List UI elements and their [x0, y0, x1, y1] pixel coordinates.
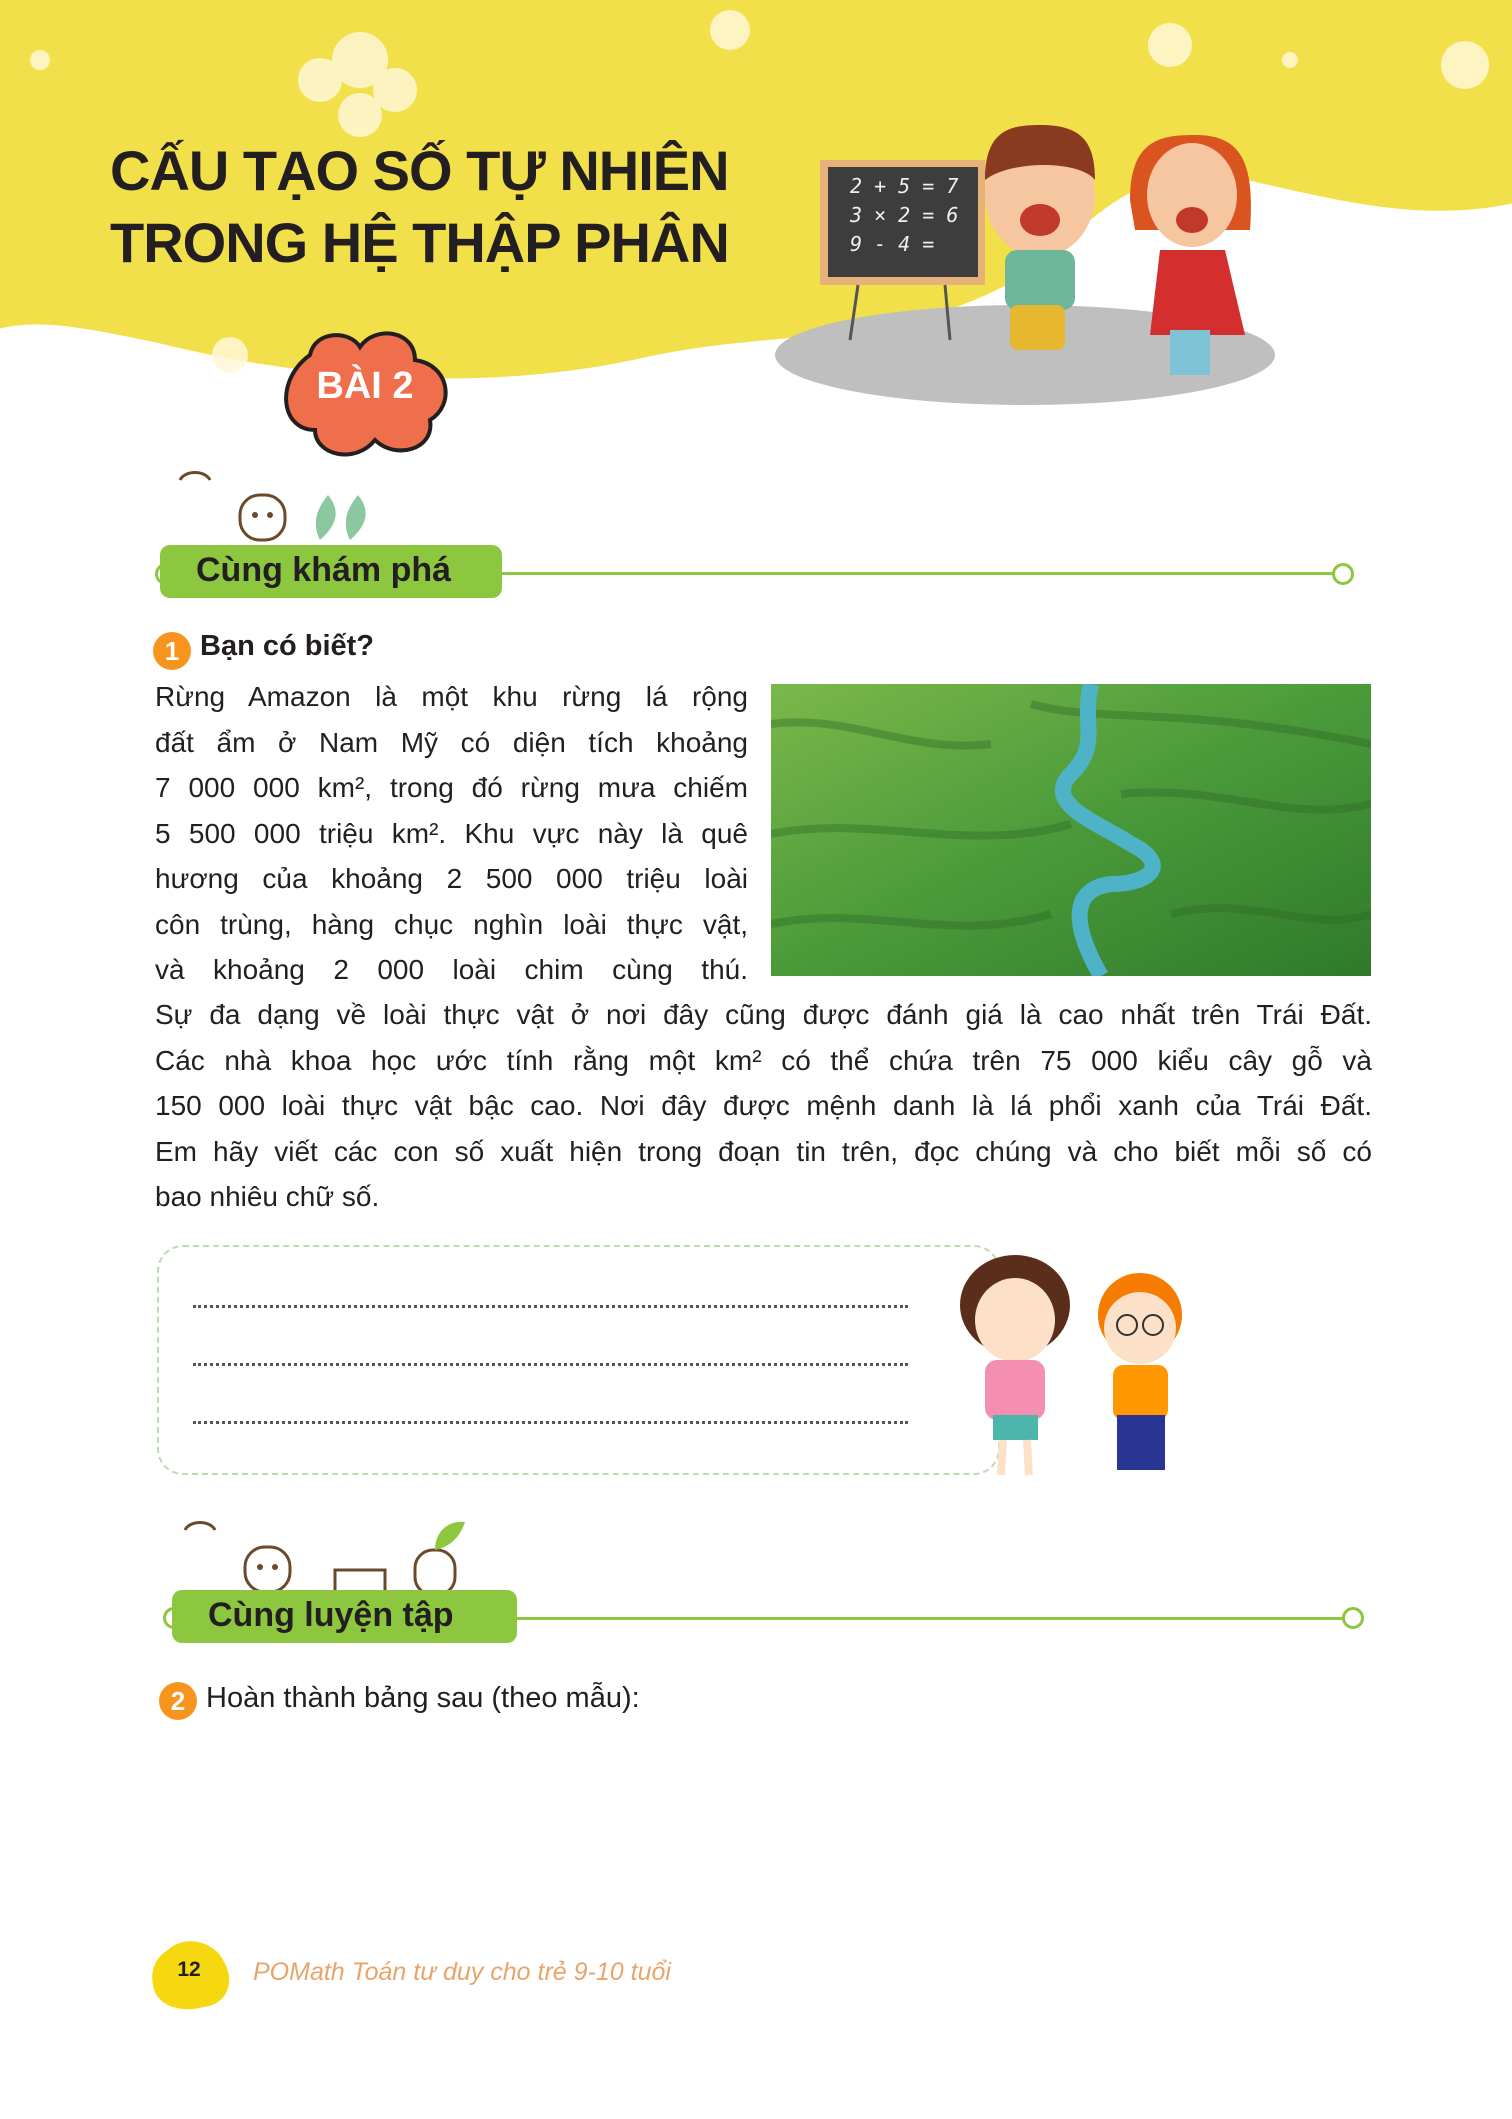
- title-line-2: TRONG HỆ THẬP PHÂN: [110, 211, 729, 274]
- answer-line[interactable]: [193, 1421, 908, 1424]
- blackboard-line: 9 - 4 =: [850, 232, 935, 256]
- paragraph-line: và khoảng 2 000 loài chim cùng thú.: [155, 954, 748, 985]
- lesson-badge: BÀI 2: [316, 365, 414, 407]
- answer-line[interactable]: [193, 1363, 908, 1366]
- title-line-1: CẤU TẠO SỐ TỰ NHIÊN: [110, 139, 729, 202]
- paragraph-line: hương của khoảng 2 500 000 triệu loài: [155, 863, 748, 894]
- kids-book-doodle-icon: [180, 1515, 470, 1595]
- kids-illustration: [935, 1250, 1210, 1500]
- kids-doodle-icon: [170, 465, 380, 545]
- answer-line[interactable]: [193, 1305, 908, 1308]
- blackboard-line: 2 + 5 = 7: [850, 174, 959, 198]
- paragraph-line: Rừng Amazon là một khu rừng lá rộng: [155, 681, 748, 712]
- page-title: [110, 135, 729, 279]
- paragraph-line: đất ẩm ở Nam Mỹ có diện tích khoảng: [155, 726, 748, 758]
- book-title: POMath Toán tư duy cho trẻ 9-10 tuổi: [253, 1958, 671, 1986]
- paragraph-line: 7 000 000 km², trong đó rừng mưa chiếm: [155, 772, 748, 803]
- answer-box[interactable]: [157, 1245, 1000, 1475]
- paragraph-narrow: [155, 674, 748, 993]
- question-number-badge: 1: [153, 632, 191, 670]
- paragraph-line: Các nhà khoa học ước tính rằng một km² có thể chứa trên 75 000 kiểu cây gỗ và: [155, 1044, 1372, 1076]
- section-dot: [1332, 563, 1354, 585]
- paragraph-line: 150 000 loài thực vật bậc cao. Nơi đây được mệnh danh là lá phổi xanh của Trái Đất.: [155, 1090, 1372, 1121]
- paragraph-line: côn trùng, hàng chục nghìn loài thực vật,: [155, 908, 748, 940]
- question-number-badge: 2: [159, 1682, 197, 1720]
- paragraph-line: Em hãy viết các con số xuất hiện trong đoạn tin trên, đọc chúng và cho biết mỗi số có: [155, 1135, 1372, 1167]
- section-title-practice: Cùng luyện tập: [172, 1590, 517, 1643]
- paragraph-wide: [155, 992, 1372, 1220]
- section-dot: [1342, 1607, 1364, 1629]
- section-title-explore: Cùng khám phá: [160, 545, 502, 598]
- amazon-rainforest-photo: [771, 684, 1371, 976]
- question-title: Hoàn thành bảng sau (theo mẫu):: [206, 1682, 640, 1714]
- paragraph-line: 5 500 000 triệu km². Khu vực này là quê: [155, 817, 748, 849]
- blackboard-line: 3 × 2 = 6: [850, 203, 959, 227]
- paragraph-line: bao nhiêu chữ số.: [155, 1181, 380, 1212]
- blackboard-text: [850, 172, 958, 259]
- page-number: 12: [177, 1958, 201, 1981]
- paragraph-line: Sự đa dạng về loài thực vật ở nơi đây cũng được đánh giá là cao nhất trên Trái Đất.: [155, 999, 1372, 1030]
- question-title: Bạn có biết?: [200, 630, 375, 662]
